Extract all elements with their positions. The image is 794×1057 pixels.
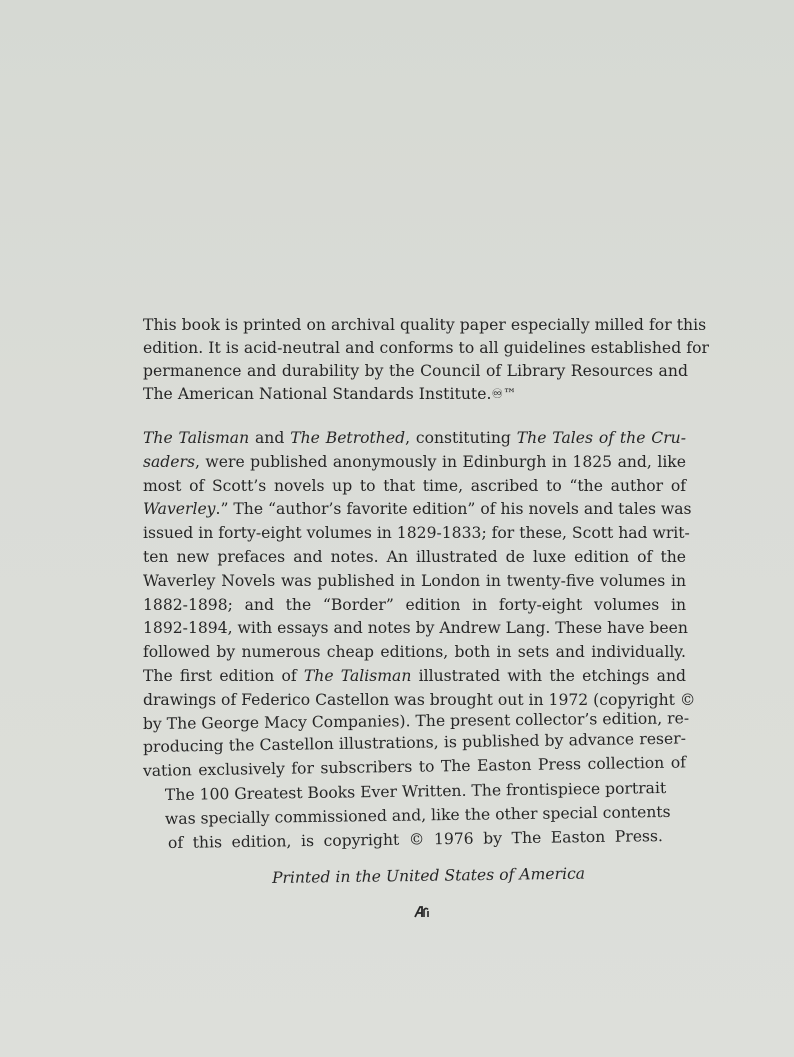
text-line: permanence and durability by the Council of Library Resources and <box>143 362 688 380</box>
text-line: Waverley Novels was published in London in twenty-five volumes in <box>143 571 686 590</box>
printed-in-note: Printed in the United States of America <box>271 864 586 887</box>
text-line: 1882-1898; and the “Border” edition in forty-eight volumes in <box>143 595 686 614</box>
text-line: by The George Macy Companies). The present collector’s edition, re- <box>142 708 690 733</box>
book-title: The Tales of the Cru- <box>516 429 686 447</box>
text-line: producing the Castellon illustrations, is published by advance reser- <box>142 729 687 757</box>
text-line: issued in forty-eight volumes in 1829-1833; for these, Scott had writ- <box>143 524 690 543</box>
book-title: Waverley <box>143 500 216 519</box>
text-line <box>143 383 688 406</box>
text-line: vation exclusively for subscribers to The Easton Press collection of <box>142 753 687 781</box>
text-line <box>143 451 686 475</box>
text-line: most of Scott’s novels up to that time, ascribed to “the author of <box>143 476 686 495</box>
text-span: illustrated with the etchings and <box>411 666 686 685</box>
text-line: 1892-1894, with essays and notes by Andrew Lang. These have been <box>143 619 688 638</box>
printer-colophon-icon <box>413 905 431 919</box>
text-line: The 100 Greatest Books Ever Written. The frontispiece portrait <box>164 778 667 804</box>
text-span: and <box>249 429 291 447</box>
text-line: was specially commissioned and, like the other special contents <box>164 802 671 828</box>
text-span: The American National Standards Institute. <box>143 385 492 403</box>
book-title: The Talisman <box>143 429 250 447</box>
text-line <box>143 427 686 451</box>
text-span: The first edition of <box>143 666 304 685</box>
paper-statement-paragraph <box>143 314 710 406</box>
book-title: The Betrothed <box>290 429 406 447</box>
text-span: .” The “author’s favorite edition” of his novels and tales was <box>215 500 692 519</box>
text-line: drawings of Federico Castellon was brought out in 1972 (copyright © <box>143 690 696 709</box>
infinity-trademark-icon: ♾™ <box>491 387 517 402</box>
book-title: saders <box>143 452 195 471</box>
text-line: This book is printed on archival quality paper especially milled for this <box>143 316 707 334</box>
edition-history-paragraph <box>142 427 696 855</box>
text-line <box>143 498 692 522</box>
text-line: ten new prefaces and notes. An illustrated de luxe edition of the <box>143 547 686 566</box>
text-line: edition. It is acid-neutral and conforms to all guidelines established for <box>143 339 710 357</box>
text-span: , were published anonymously in Edinburgh in 1825 and, like <box>194 452 686 471</box>
book-title: The Talisman <box>303 666 412 685</box>
text-line: followed by numerous cheap editions, both in sets and individually. <box>143 643 686 662</box>
text-line <box>143 665 686 689</box>
text-line: of this edition, is copyright © 1976 by The Easton Press. <box>167 826 664 852</box>
text-span: , constituting <box>405 429 517 447</box>
